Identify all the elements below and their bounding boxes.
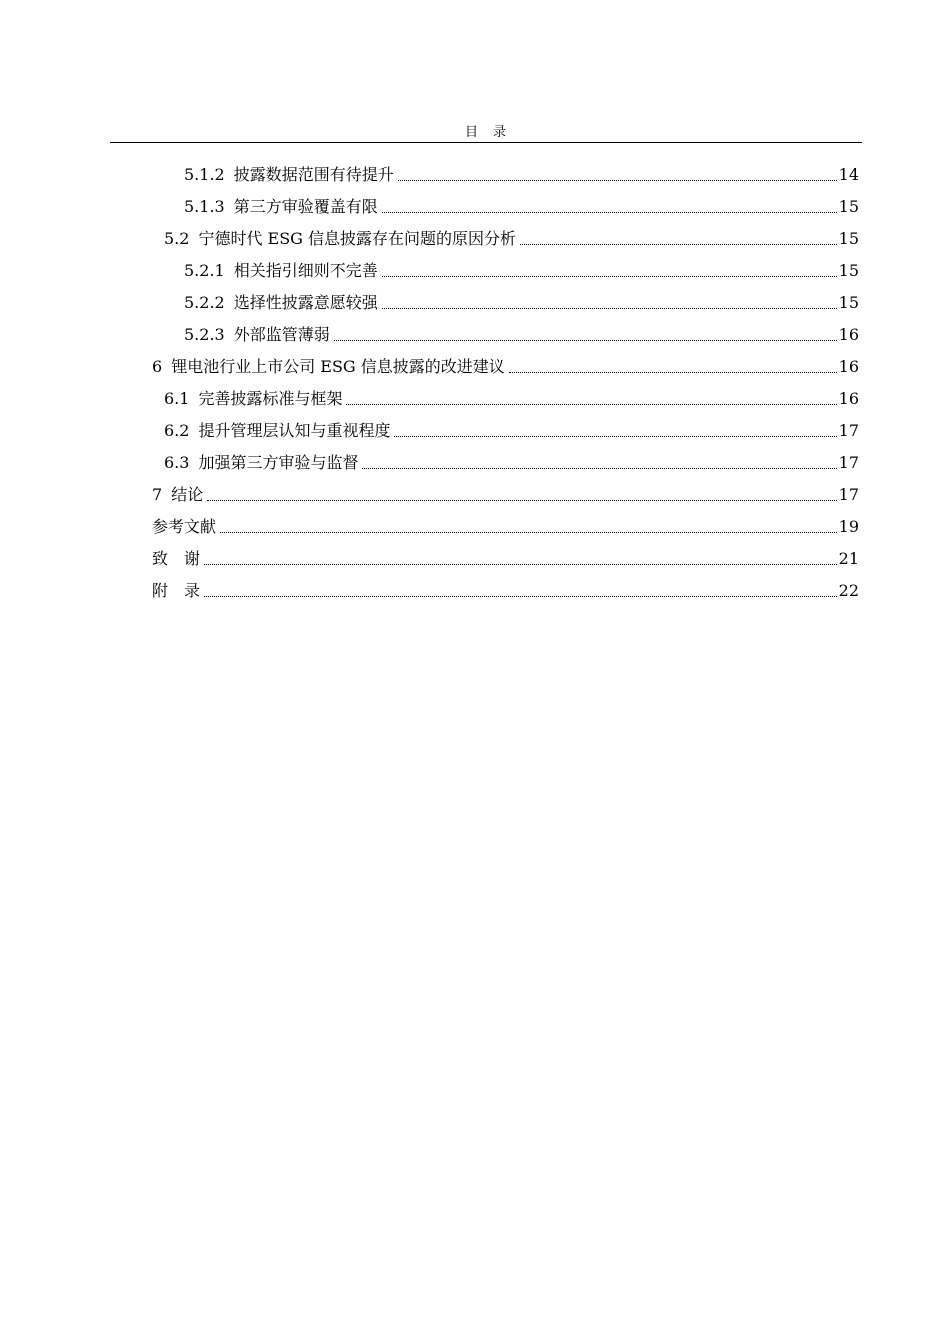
toc-entry[interactable]: [164, 448, 859, 474]
toc-entry[interactable]: [164, 224, 859, 250]
toc-entry[interactable]: [152, 512, 859, 538]
toc-dot-leader: [362, 468, 836, 469]
toc-entry-number: 5.2.3: [184, 325, 225, 344]
toc-entry-page: 22: [838, 581, 859, 600]
toc-entry[interactable]: [152, 352, 859, 378]
toc-entry-title: 致 谢: [152, 549, 201, 568]
toc-entry-page: 17: [838, 485, 859, 504]
toc-entry-page: 16: [838, 357, 859, 376]
toc-entry[interactable]: [184, 160, 859, 186]
toc-entry-title: 提升管理层认知与重视程度: [198, 421, 391, 440]
toc-dot-leader: [382, 308, 837, 309]
toc-entry[interactable]: [184, 288, 859, 314]
toc-entry-page: 19: [838, 517, 859, 536]
toc-entry-page: 15: [838, 229, 859, 248]
toc-entry-number: 5.2.2: [184, 293, 225, 312]
toc-dot-leader: [382, 276, 837, 277]
toc-entry-page: 14: [838, 165, 859, 184]
toc-entry-number: 5.1.3: [184, 197, 225, 216]
toc-entry[interactable]: [152, 544, 859, 570]
toc-entry-number: 5.2.1: [184, 261, 225, 280]
toc-dot-leader: [220, 532, 837, 533]
header-divider: [110, 142, 862, 143]
toc-dot-leader: [207, 500, 836, 501]
toc-dot-leader: [398, 180, 837, 181]
toc-entry-title: 结论: [171, 485, 204, 504]
toc-entry-page: 15: [838, 261, 859, 280]
toc-entry-number: 5.1.2: [184, 165, 225, 184]
toc-entry[interactable]: [152, 480, 859, 506]
toc-dot-leader: [394, 436, 836, 437]
toc-entry-number: 6.3: [164, 453, 190, 472]
toc-entry-title: 外部监管薄弱: [233, 325, 330, 344]
toc-entry-title: 完善披露标准与框架: [198, 389, 343, 408]
toc-dot-leader: [520, 244, 837, 245]
toc-entry-title: 参考文献: [152, 517, 217, 536]
toc-entry[interactable]: [184, 256, 859, 282]
page-header-title: 目 录: [464, 125, 507, 140]
toc-entry-title: 附 录: [152, 581, 201, 600]
toc-entry[interactable]: [152, 576, 859, 602]
toc-entry-title: 加强第三方审验与监督: [198, 453, 359, 472]
toc-entry-title: 宁德时代 ESG 信息披露存在问题的原因分析: [198, 229, 517, 248]
toc-entry-page: 21: [838, 549, 859, 568]
toc-entry-title: 选择性披露意愿较强: [233, 293, 378, 312]
toc-dot-leader: [204, 564, 837, 565]
toc-entry-number: 6: [152, 357, 163, 376]
toc-entry-page: 17: [838, 453, 859, 472]
toc-entry-page: 15: [838, 293, 859, 312]
toc-entry-title: 锂电池行业上市公司 ESG 信息披露的改进建议: [171, 357, 505, 376]
toc-entry[interactable]: [184, 320, 859, 346]
toc-entry-page: 16: [838, 389, 859, 408]
toc-entry[interactable]: [184, 192, 859, 218]
toc-entry-title: 相关指引细则不完善: [233, 261, 378, 280]
toc-entry-number: 6.1: [164, 389, 190, 408]
toc-entry[interactable]: [164, 384, 859, 410]
toc-entry-page: 17: [838, 421, 859, 440]
toc-dot-leader: [346, 404, 836, 405]
toc-dot-leader: [204, 596, 837, 597]
toc-entry-page: 16: [838, 325, 859, 344]
toc-dot-leader: [509, 372, 837, 373]
toc-entry[interactable]: [164, 416, 859, 442]
toc-entry-number: 6.2: [164, 421, 190, 440]
toc-entry-page: 15: [838, 197, 859, 216]
toc-dot-leader: [382, 212, 837, 213]
toc-entry-title: 第三方审验覆盖有限: [233, 197, 378, 216]
toc-entry-number: 7: [152, 485, 163, 504]
toc-dot-leader: [334, 340, 837, 341]
toc-entry-number: 5.2: [164, 229, 190, 248]
toc-entry-title: 披露数据范围有待提升: [233, 165, 394, 184]
